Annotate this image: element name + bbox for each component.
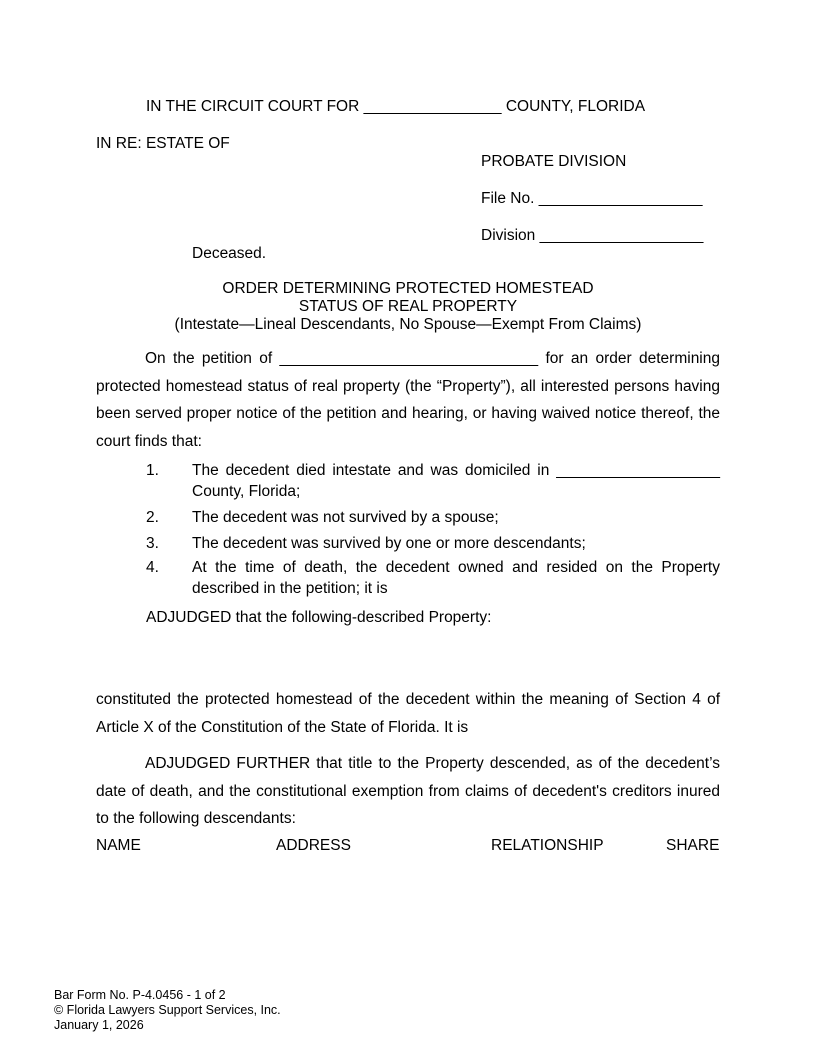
footer-form-number: Bar Form No. P-4.0456 - 1 of 2 <box>54 988 226 1002</box>
title-line-2: STATUS OF REAL PROPERTY <box>298 298 518 315</box>
in-re-estate: IN RE: ESTATE OF <box>96 135 230 152</box>
finding-number: 2. <box>146 509 159 526</box>
petition-paragraph: On the petition of ______________________________ for an order determining protected homestead status of real property (the “Property”), all interested persons having been served proper notice of the petition and hearing, or having waived notice thereof, the court finds that: <box>96 350 720 450</box>
order-title <box>96 280 720 334</box>
column-header-address: ADDRESS <box>276 837 351 854</box>
adjudged-line: ADJUDGED that the following-described Property: <box>146 609 492 626</box>
column-header-relationship: RELATIONSHIP <box>491 837 604 854</box>
file-number: File No. ___________________ <box>481 190 703 207</box>
title-line-3: (Intestate—Lineal Descendants, No Spouse—Exempt From Claims) <box>174 316 642 333</box>
division-field: Division ___________________ <box>481 227 704 244</box>
footer-copyright: © Florida Lawyers Support Services, Inc. <box>54 1003 281 1017</box>
column-header-name: NAME <box>96 837 141 854</box>
finding-number: 1. <box>146 462 159 479</box>
finding-number: 3. <box>146 535 159 552</box>
finding-text: The decedent died intestate and was domiciled in ___________________ County, Florida; <box>192 462 720 500</box>
footer <box>54 988 281 1033</box>
probate-division: PROBATE DIVISION <box>481 153 627 170</box>
finding-number: 4. <box>146 559 159 576</box>
adjudged-further-paragraph: ADJUDGED FURTHER that title to the Property descended, as of the decedent’s date of death, and the constitutional exemption from claims of decedent's creditors inured to the following descendants: <box>96 755 720 827</box>
homestead-paragraph: constituted the protected homestead of the decedent within the meaning of Section 4 of Article X of the Constitution of the State of Florida. It is <box>96 691 720 736</box>
court-line: IN THE CIRCUIT COURT FOR ________________ COUNTY, FLORIDA <box>146 98 646 115</box>
title-line-1: ORDER DETERMINING PROTECTED HOMESTEAD <box>222 280 594 297</box>
column-header-share: SHARE <box>666 837 720 854</box>
finding-text: At the time of death, the decedent owned and resided on the Property described in the petition; it is <box>192 559 720 597</box>
deceased-label: Deceased. <box>192 245 267 262</box>
finding-text: The decedent was survived by one or more descendants; <box>192 535 586 552</box>
footer-date: January 1, 2026 <box>54 1018 144 1032</box>
finding-text: The decedent was not survived by a spouse; <box>192 509 499 526</box>
